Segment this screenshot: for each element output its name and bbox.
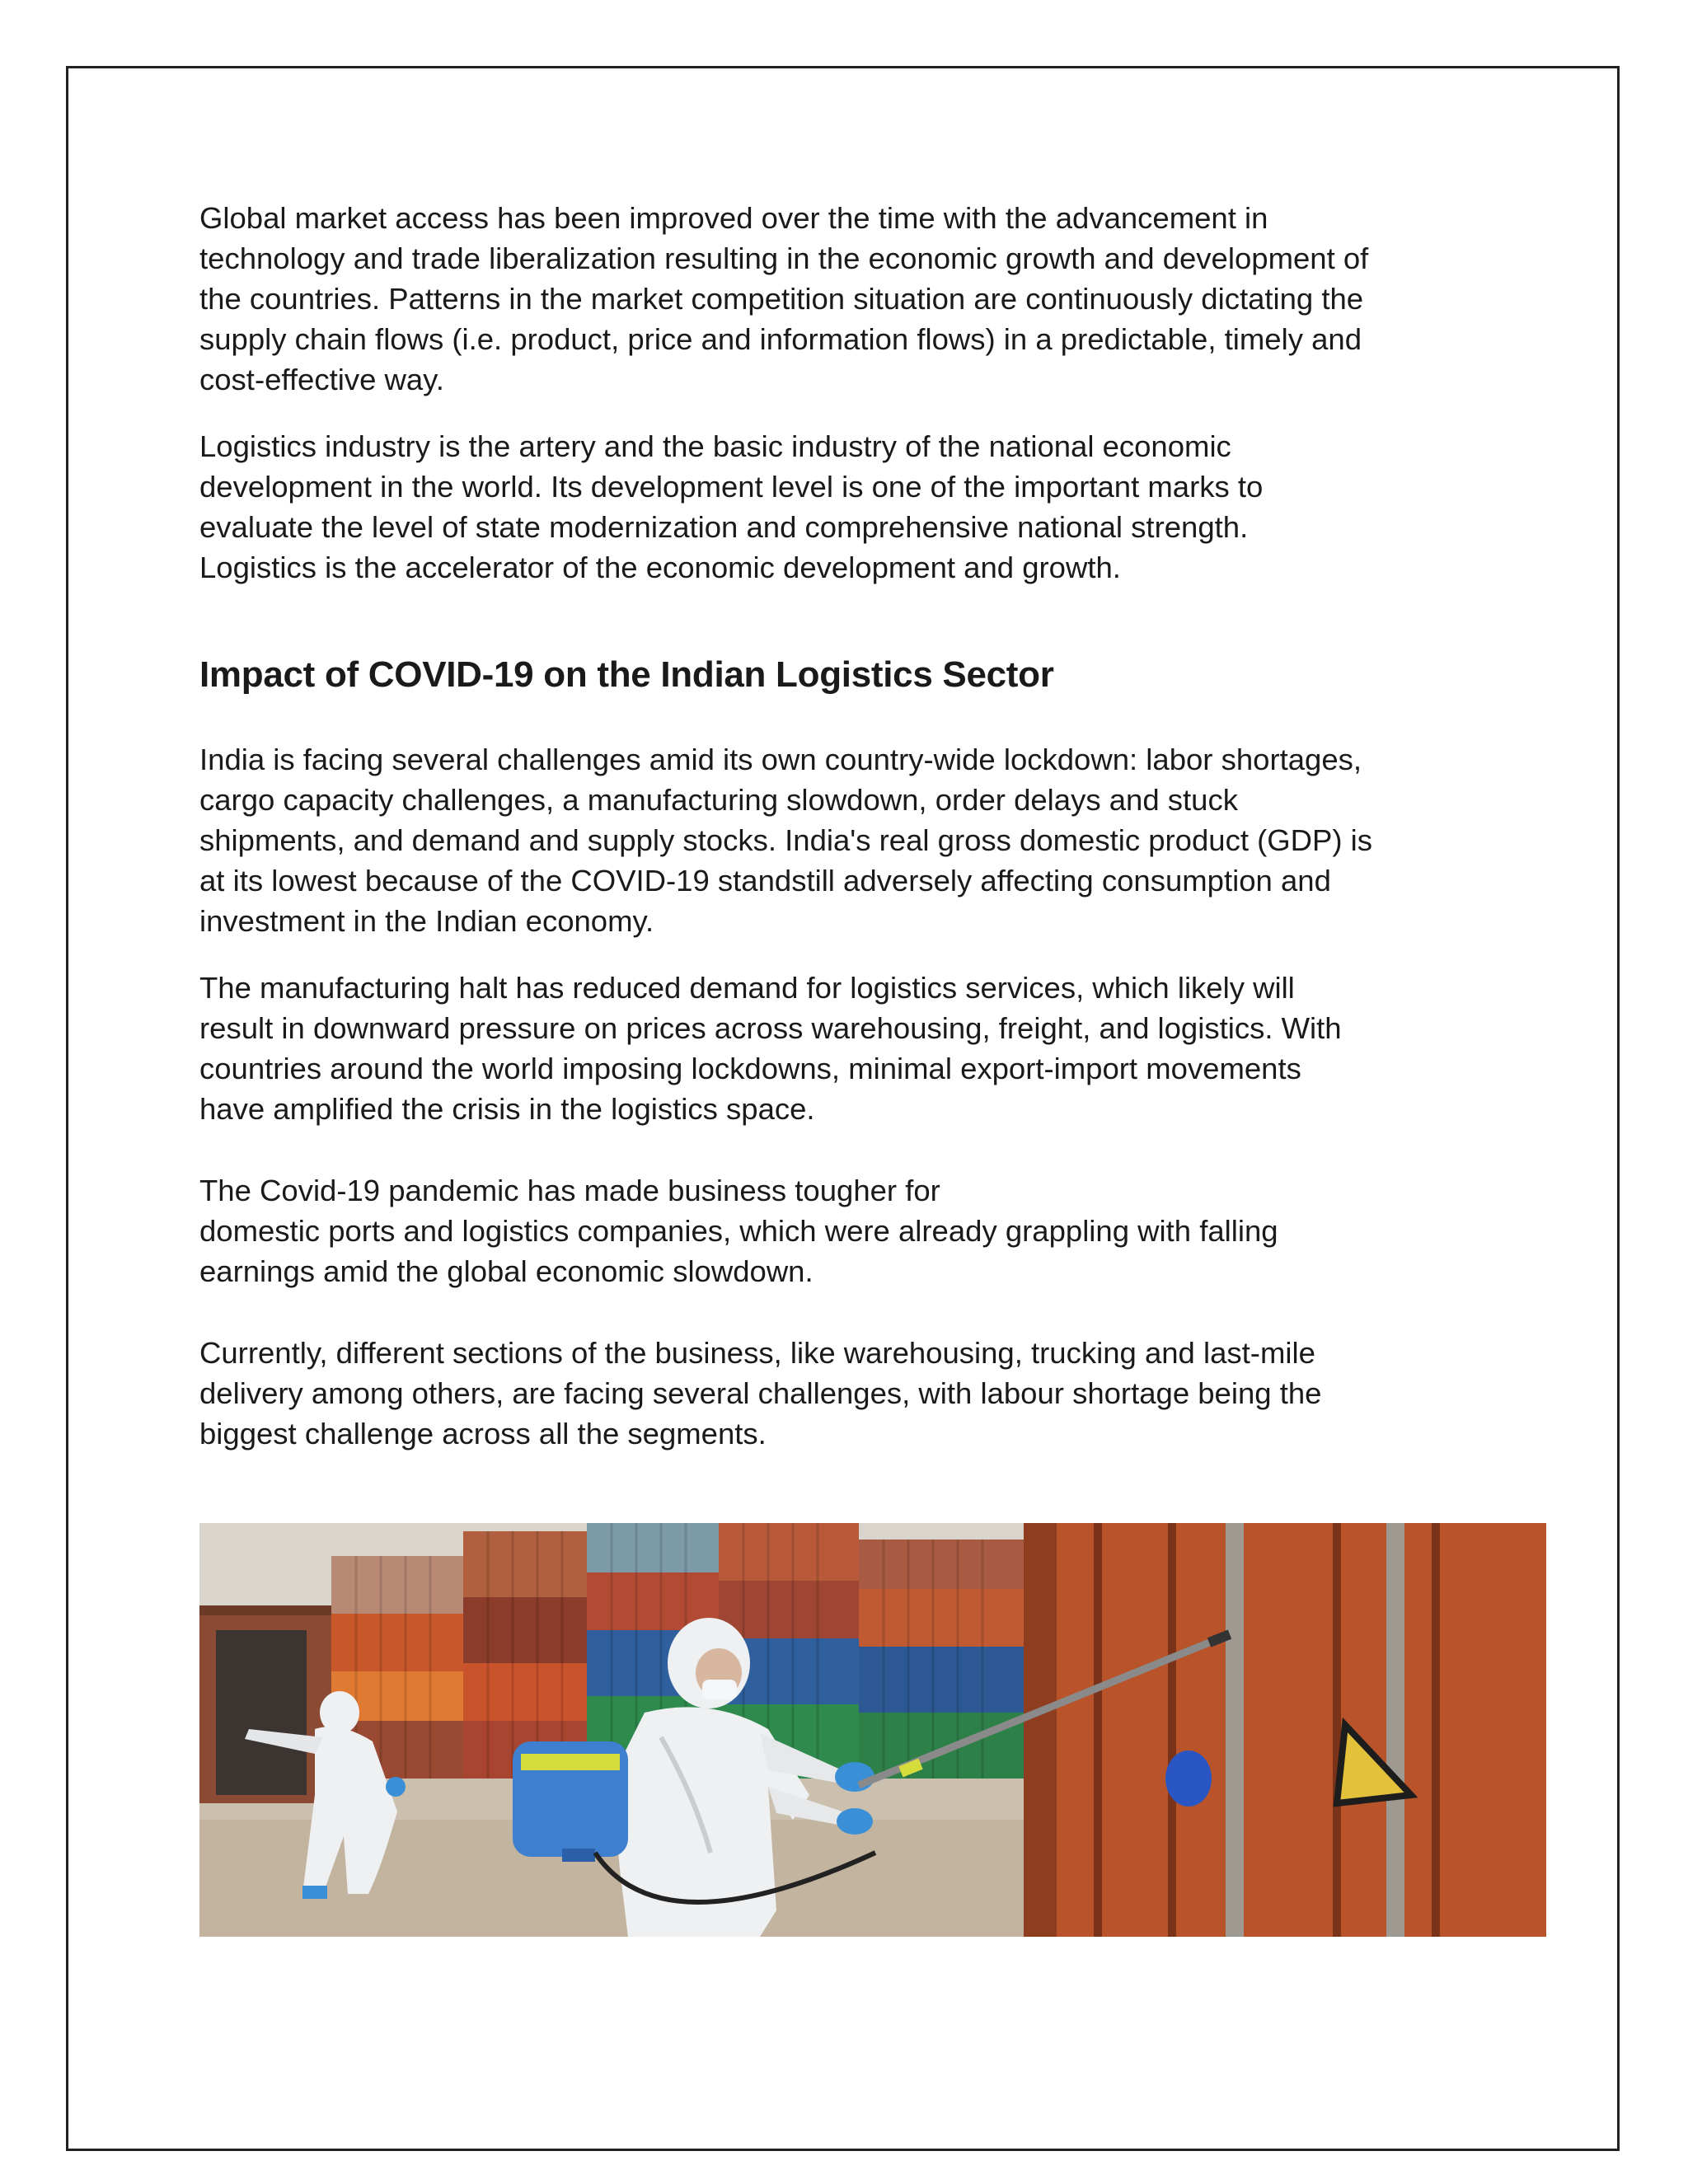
paragraph-manufacturing-halt: The manufacturing halt has reduced demand for logistics services, which likely will result in downward pressure on prices across warehousing, freight, and logistics. With countries around the world imposing lockdowns, minimal export-import movements have amplified the crisis in the logistics space. (199, 971, 1342, 1126)
intro-paragraph-logistics-industry: Logistics industry is the artery and the basic industry of the national economic development in the world. Its development level is one of the important marks to evaluate the level of state modernization and comprehensive national strength. Logistics is the accelerator of the economic development and growth. (199, 429, 1264, 584)
document-body (199, 198, 1551, 1454)
section-heading: Impact of COVID-19 on the Indian Logistics Sector (199, 654, 1054, 695)
container-yard-disinfection-photo (199, 1523, 1546, 1937)
intro-paragraph-market-access: Global market access has been improved over the time with the advancement in technology and trade liberalization resulting in the economic growth and development of the countries. Patterns in the market competition situation are continuously dictating the supply chain flows (i.e. product, price and information flows) in a predictable, timely and cost-effective way. (199, 201, 1369, 396)
paragraph-business-sections: Currently, different sections of the business, like warehousing, trucking and last-mile delivery among others, are facing several challenges, with labour shortage being the biggest challenge across all the segments. (199, 1336, 1322, 1451)
paragraph-india-challenges: India is facing several challenges amid its own country-wide lockdown: labor shortages, cargo capacity challenges, a manufacturing slowdown, order delays and stuck shipments, and demand and supply stocks. India's real gross domestic product (GDP) is at its lowest because of the COVID-19 standstill adversely affecting consumption and investment in the Indian economy. (199, 743, 1373, 938)
paragraph-covid-ports: The Covid-19 pandemic has made business tougher for domestic ports and logistics companies, which were already grappling with falling earnings amid the global economic slowdown. (199, 1174, 1278, 1288)
